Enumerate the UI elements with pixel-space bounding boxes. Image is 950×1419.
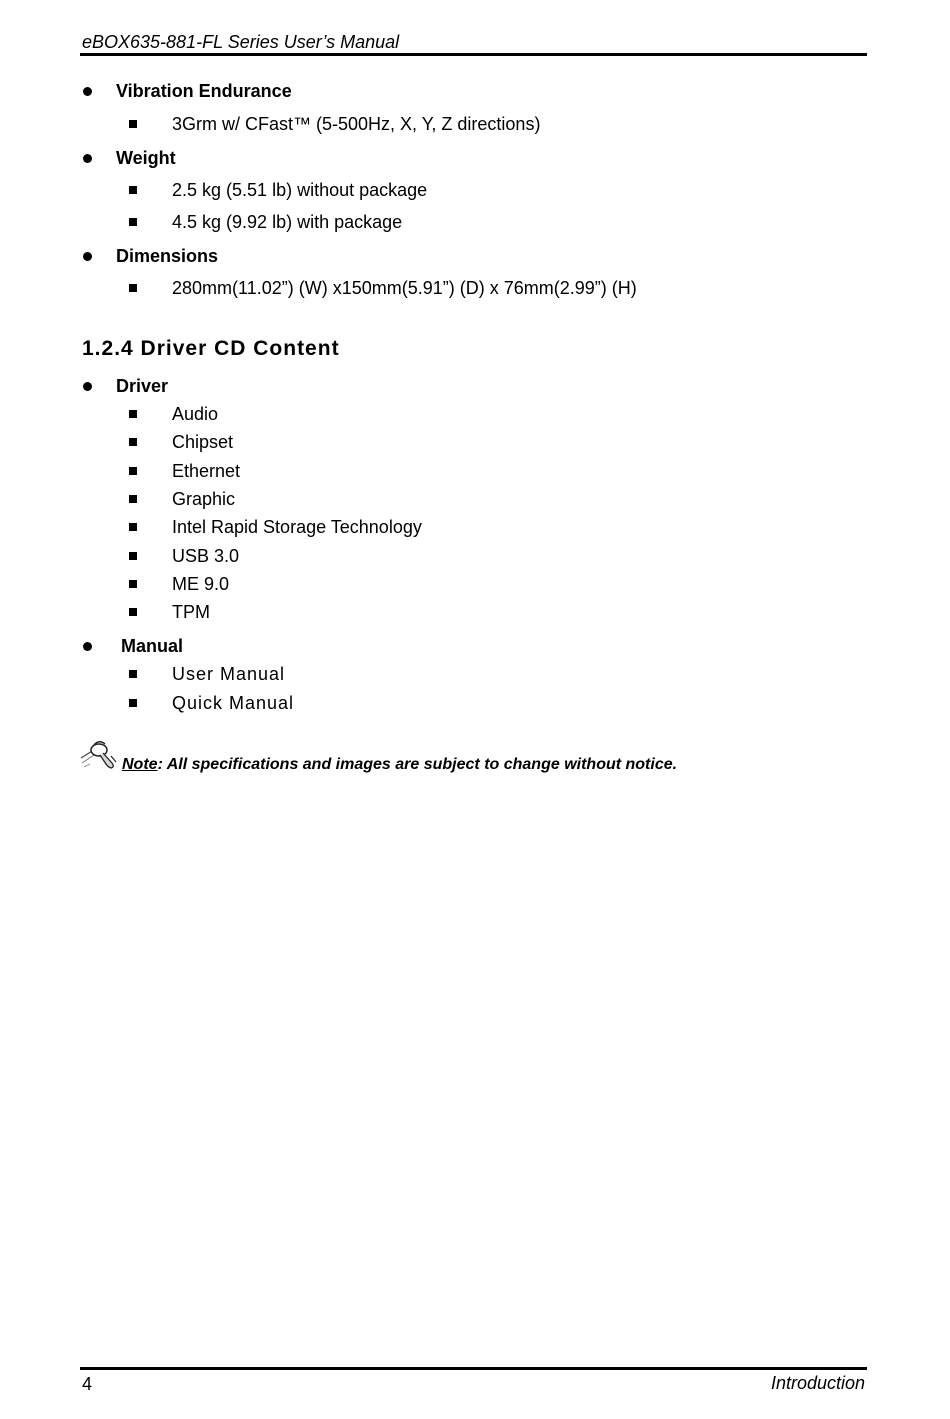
manual-group: [121, 636, 183, 657]
bullet-dot-icon: [83, 642, 92, 651]
bullet-square-icon: [129, 218, 137, 226]
list-item-label: Intel Rapid Storage Technology: [172, 517, 422, 537]
list-item-label: ME 9.0: [172, 574, 230, 594]
bullet-square-icon: [129, 608, 137, 616]
spec-subitem: [172, 180, 427, 201]
spec-value: 4.5 kg (9.92 lb) with package: [172, 212, 403, 232]
list-item: [172, 404, 218, 425]
spec-subitem: [172, 114, 540, 135]
note-label: Note: [122, 756, 158, 773]
bullet-dot-icon: [83, 252, 92, 261]
manual-title: eBOX635-881-FL Series User’s Manual: [82, 32, 400, 52]
list-item-label: Chipset: [172, 432, 234, 452]
group-label: Driver: [116, 376, 169, 396]
header-rule: [80, 53, 867, 56]
bullet-square-icon: [129, 284, 137, 292]
list-item: [172, 693, 294, 714]
list-item: [172, 546, 239, 567]
footer-rule: [80, 1367, 867, 1370]
bullet-square-icon: [129, 438, 137, 446]
note-body: : All specifications and images are subject to change without notice.: [157, 756, 678, 773]
list-item-label: User Manual: [172, 664, 286, 684]
list-item-label: Ethernet: [172, 461, 241, 481]
bullet-square-icon: [129, 580, 137, 588]
list-item-label: USB 3.0: [172, 546, 240, 566]
bullet-square-icon: [129, 699, 137, 707]
driver-group: [116, 376, 168, 397]
spec-value: 2.5 kg (5.51 lb) without package: [172, 180, 428, 200]
bullet-dot-icon: [83, 154, 92, 163]
bullet-square-icon: [129, 410, 137, 418]
bullet-dot-icon: [83, 87, 92, 96]
list-item-label: Graphic: [172, 489, 236, 509]
list-item: [172, 602, 210, 623]
bullet-square-icon: [129, 467, 137, 475]
group-label: Manual: [121, 636, 184, 656]
list-item-label: Quick Manual: [172, 693, 295, 713]
pushpin-note-icon: [78, 736, 120, 772]
spec-item-vibration: [116, 81, 292, 102]
list-item-label: Audio: [172, 404, 219, 424]
spec-value: 280mm(11.02”) (W) x150mm(5.91”) (D) x 76mm(2.99”) (H): [172, 278, 637, 298]
section-heading: 1.2.4 Driver CD Content: [82, 337, 340, 360]
bullet-square-icon: [129, 186, 137, 194]
note-text: [122, 756, 677, 774]
bullet-square-icon: [129, 552, 137, 560]
bullet-square-icon: [129, 523, 137, 531]
bullet-square-icon: [129, 120, 137, 128]
spec-item-weight: [116, 148, 176, 169]
bullet-square-icon: [129, 495, 137, 503]
spec-label: Dimensions: [116, 246, 219, 266]
list-item: [172, 432, 233, 453]
spec-value: 3Grm w/ CFast™ (5-500Hz, X, Y, Z directions): [172, 114, 541, 134]
list-item: [172, 517, 422, 538]
list-item: [172, 461, 240, 482]
bullet-dot-icon: [83, 382, 92, 391]
spec-label: Vibration Endurance: [116, 81, 292, 101]
page-number: 4: [82, 1374, 93, 1394]
spec-subitem: [172, 278, 637, 299]
footer-section-name: Introduction: [770, 1373, 865, 1393]
list-item: [172, 489, 235, 510]
spec-subitem: [172, 212, 402, 233]
spec-item-dimensions: [116, 246, 218, 267]
list-item-label: TPM: [172, 602, 210, 622]
spec-label: Weight: [116, 148, 176, 168]
bullet-square-icon: [129, 670, 137, 678]
list-item: [172, 664, 285, 685]
list-item: [172, 574, 229, 595]
